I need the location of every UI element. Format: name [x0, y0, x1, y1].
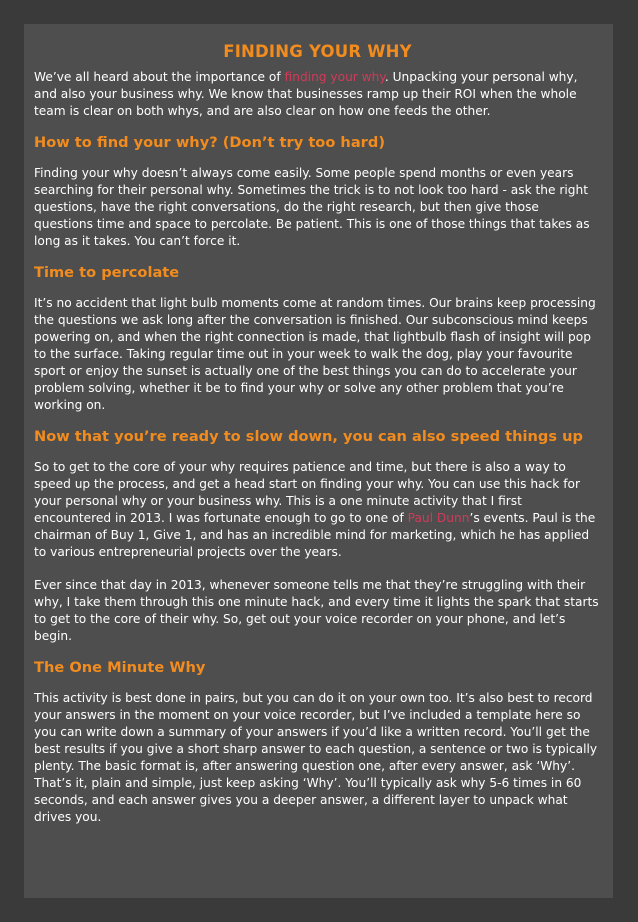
- section-paragraph-time-to-percolate: It’s no accident that light bulb moments come at random times. Our brains keep processing the questions we ask long after the conversation is finished. Our subconscious mind keeps powering on, and when the right connection is made, that lightbulb flash of insight will pop to the surface. Taking regular time out in your week to walk the dog, play your favourite sport or enjoy the sunset is actually one of the best things you can do to accelerate your problem solving, whether it be to find your why or solve any other problem that you’re working on.: [34, 296, 596, 412]
- intro-text-after-link: . Unpacking your personal why, and also your business why. We know that businesses ramp up their ROI when the whole team is clear on both whys, and are also clear on how one feeds the other.: [34, 70, 578, 118]
- intro-text-before-link: We’ve all heard about the importance of: [34, 70, 285, 84]
- section-heading-how-to-find: How to find your why? (Don’t try too hard): [34, 134, 385, 151]
- page-title: FINDING YOUR WHY: [223, 42, 412, 61]
- section-paragraph-speed-2: Ever since that day in 2013, whenever someone tells me that they’re struggling with their why, I take them through this one minute hack, and every time it lights the spark that starts to get to the core of their why. So, get out your voice recorder on your phone, and let’s begin.: [34, 578, 599, 643]
- intro-paragraph: [34, 69, 601, 120]
- section-heading-one-minute-why: The One Minute Why: [34, 659, 206, 676]
- document-page: [24, 24, 613, 898]
- section-paragraph-one-minute-why: This activity is best done in pairs, but you can do it on your own too. It’s also best to record your answers in the moment on your voice recorder, but I’ve included a template here so you can write down a summary of your answers if you’d like a written record. You’ll get the best results if you give a short sharp answer to each question, a sentence or two is typically plenty. The basic format is, after answering question one, after every answer, ask ‘Why’. That’s it, plain and simple, just keep asking ‘Why’. You’ll typically ask why 5-6 times in 60 seconds, and each answer gives you a deeper answer, a different layer to unpack what drives you.: [34, 691, 598, 824]
- section-paragraph-speed-1: [34, 459, 601, 561]
- section-paragraph-how-to-find: Finding your why doesn’t always come easily. Some people spend months or even years searching for their personal why. Sometimes the trick is to not look too hard - ask the right questions, have the right conversations, do the right research, but then give those questions time and space to percolate. Be patient. This is one of those things that takes as long as it takes. You can’t force it.: [34, 166, 590, 248]
- finding-your-why-link[interactable]: finding your why: [284, 70, 385, 84]
- section-heading-speed-things-up: Now that you’re ready to slow down, you can also speed things up: [34, 428, 583, 445]
- section-heading-time-to-percolate: Time to percolate: [34, 264, 180, 281]
- paul-dunn-link[interactable]: Paul Dunn: [407, 511, 470, 525]
- speed-text-before-link: So to get to the core of your why requires patience and time, but there is also a way to speed up the process, and get a head start on finding your why. You can use this hack for your personal why or your business why. This is a one minute activity that I first encountered in 2013. I was fortunate enough to go to one of: [34, 460, 580, 525]
- speed-text-after-link: ’s events. Paul is the chairman of Buy 1, Give 1, and has an incredible mind for marketing, which he has applied to various entrepreneurial projects over the years.: [34, 511, 596, 559]
